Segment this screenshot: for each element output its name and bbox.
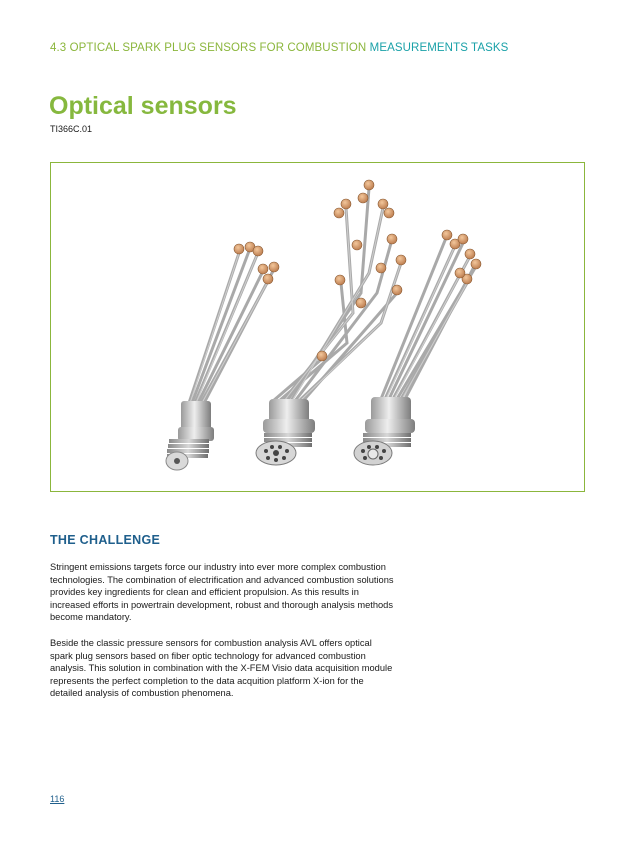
sensor-right bbox=[354, 230, 481, 465]
challenge-heading: THE CHALLENGE bbox=[50, 533, 161, 547]
page-number: 116 bbox=[50, 794, 65, 804]
page-title: Optical sensors bbox=[49, 92, 237, 120]
challenge-paragraph-2: Beside the classic pressure sensors for combustion analysis AVL offers optical spark plug sensors based on fiber optic technology for advanced combustion analysis. This solution in combination with the X-FEM Visio data acquisition module represents the perfect completion to the data acquition platform X-ion for the detailed analysis of combustion phenomena. bbox=[50, 638, 393, 699]
sensor-left bbox=[166, 242, 279, 470]
document-code: TI366C.01 bbox=[50, 124, 93, 134]
product-photo-frame bbox=[50, 162, 585, 492]
challenge-paragraph-1: Stringent emissions targets force our industry into ever more complex combustion technologies. The combination of electrification and advanced combustion solutions provides key ingredients for clean and efficient propulsion. As this results in increased efforts in powertrain development, robust and thorough analysis methods become mandatory. bbox=[50, 562, 394, 623]
section-header-text: 4.3 OPTICAL SPARK PLUG SENSORS FOR COMBUSTION bbox=[50, 42, 370, 54]
section-header-accent: MEASUREMENTS TASKS bbox=[369, 42, 509, 54]
section-header bbox=[50, 42, 508, 54]
spark-plug-sensors-illustration bbox=[51, 163, 584, 491]
